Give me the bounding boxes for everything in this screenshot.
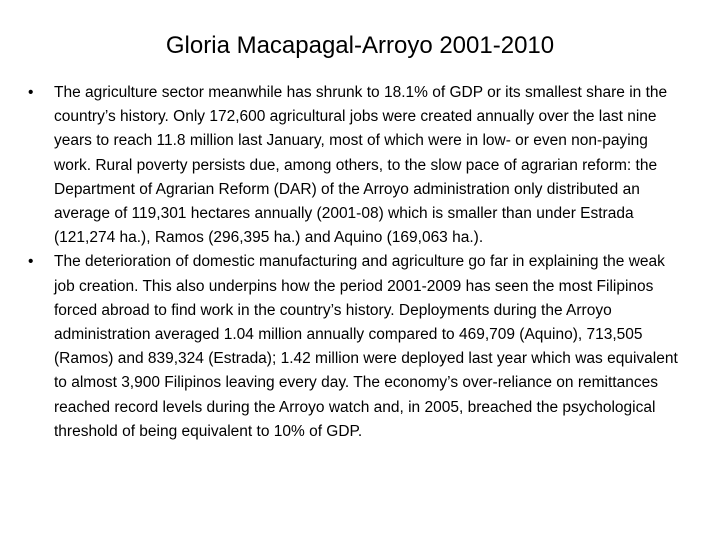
bullet-list bbox=[28, 81, 688, 444]
bullet-item-job-creation bbox=[28, 250, 688, 444]
bullet-item-agriculture bbox=[28, 81, 688, 250]
bullet-marker: • bbox=[28, 253, 34, 271]
bullet-text: The deterioration of domestic manufacturing and agriculture go far in explaining the weak job creation. This also underpins how the period 2001-2009 has seen the most Filipinos forced abroad to find work in the country’s history. Deployments during the Arroyo administration averaged 1.04 million annually compared to 469,709 (Aquino), 713,505 (Ramos) and 839,324 (Estrada); 1.42 million were deployed last year which was equivalent to almost 3,900 Filipinos leaving every day. The economy’s over-reliance on remittances reached record levels during the Arroyo watch and, in 2005, breached the psychological threshold of being equivalent to 10% of GDP. bbox=[54, 253, 678, 440]
slide-title: Gloria Macapagal-Arroyo 2001-2010 bbox=[165, 32, 555, 59]
bullet-marker: • bbox=[28, 84, 34, 101]
bullet-text: The agriculture sector meanwhile has shrunk to 18.1% of GDP or its smallest share in the country’s history. Only 172,600 agricultural jobs were created annually over the last nine years to reach 11.8 million last January, most of which were in low- or even non-paying work. Rural poverty persists due, among others, to the slow pace of agrarian reform: the Department of Agrarian Reform (DAR) of the Arroyo administration only distributed an average of 119,301 hectares annually (2001-08) which is smaller than under Estrada (121,274 ha.), Ramos (296,395 ha.) and Aquino (169,063 ha.). bbox=[54, 84, 668, 247]
